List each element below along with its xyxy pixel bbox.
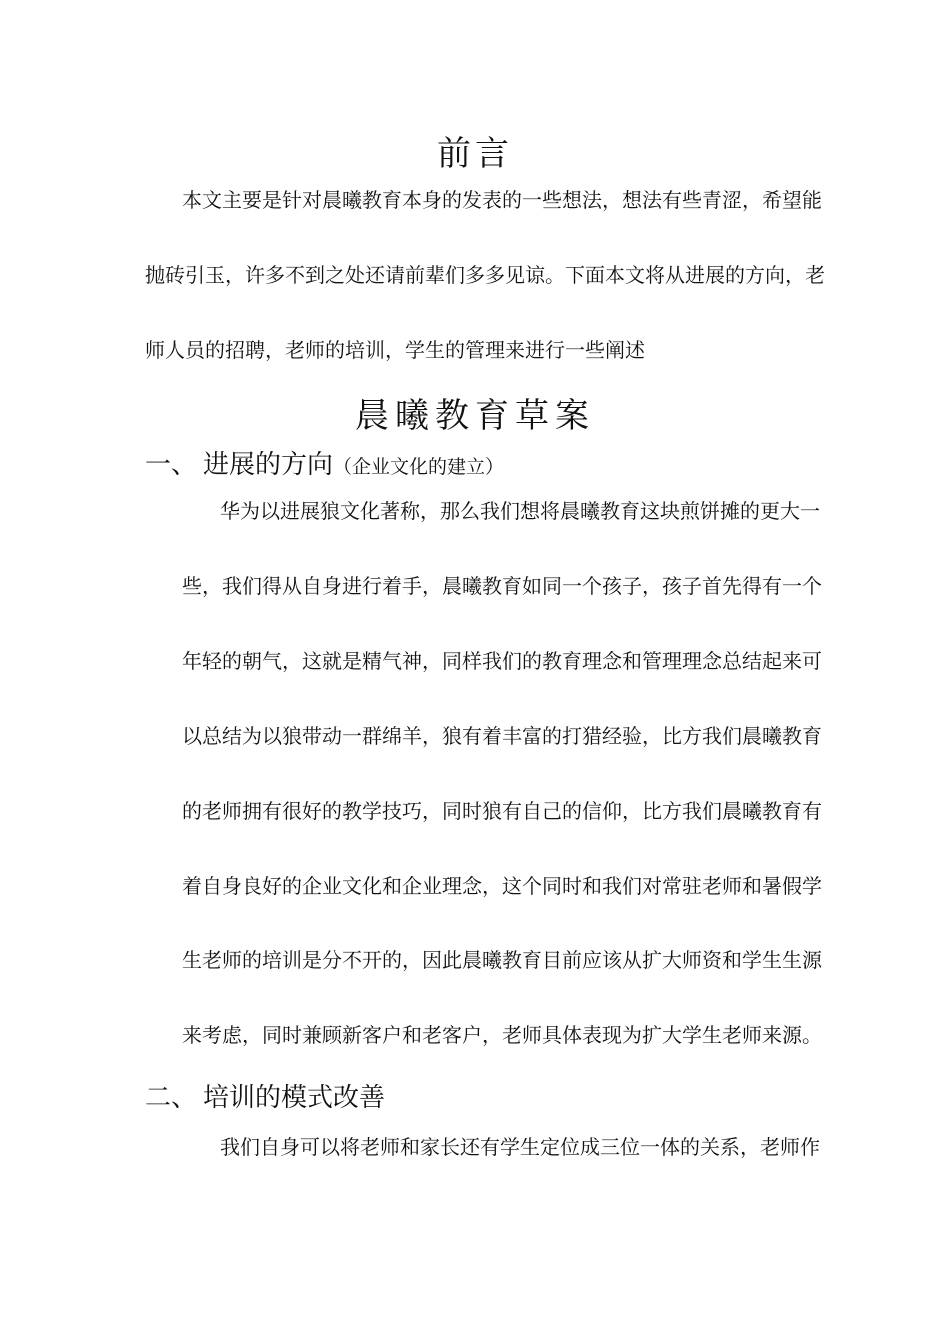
- section1-line-3: 年轻的朝气，这就是精气神，同样我们的教育理念和管理理念总结起来可: [182, 649, 822, 673]
- section1-line-7: 生老师的培训是分不开的，因此晨曦教育目前应该从扩大师资和学生生源: [182, 948, 822, 972]
- section2-number: 二、: [145, 1083, 198, 1113]
- section2-title: 培训的模式改善: [203, 1083, 386, 1113]
- section1-line-5: 的老师拥有很好的教学技巧，同时狼有自己的信仰，比方我们晨曦教育有: [182, 799, 822, 823]
- preface-title: 前言: [437, 134, 513, 174]
- section1-line-4: 以总结为以狼带动一群绵羊，狼有着丰富的打猎经验，比方我们晨曦教育: [182, 724, 822, 748]
- preface-line-3: 师人员的招聘，老师的培训，学生的管理来进行一些阐述: [145, 338, 645, 362]
- draft-title: 晨曦教育草案: [355, 396, 595, 436]
- section2-heading: [145, 1081, 385, 1115]
- preface-line-2: 抛砖引玉，许多不到之处还请前辈们多多见谅。下面本文将从进展的方向，老: [145, 263, 825, 287]
- section1-line-8: 来考虑，同时兼顾新客户和老客户，老师具体表现为扩大学生老师来源。: [182, 1023, 822, 1047]
- preface-line-1: 本文主要是针对晨曦教育本身的发表的一些想法，想法有些青涩，希望能: [182, 188, 822, 212]
- section1-heading: [145, 448, 504, 484]
- section1-line-6: 着自身良好的企业文化和企业理念，这个同时和我们对常驻老师和暑假学: [182, 874, 822, 898]
- section1-title: 进展的方向: [203, 450, 334, 480]
- section1-line-2: 些，我们得从自身进行着手，晨曦教育如同一个孩子，孩子首先得有一个: [182, 574, 822, 598]
- section1-line-1: 华为以进展狼文化著称，那么我们想将晨曦教育这块煎饼摊的更大一: [220, 499, 820, 523]
- section1-subtitle: （企业文化的建立）: [333, 456, 505, 478]
- section1-number: 一、: [145, 450, 198, 480]
- section2-line-1: 我们自身可以将老师和家长还有学生定位成三位一体的关系，老师作: [220, 1135, 820, 1159]
